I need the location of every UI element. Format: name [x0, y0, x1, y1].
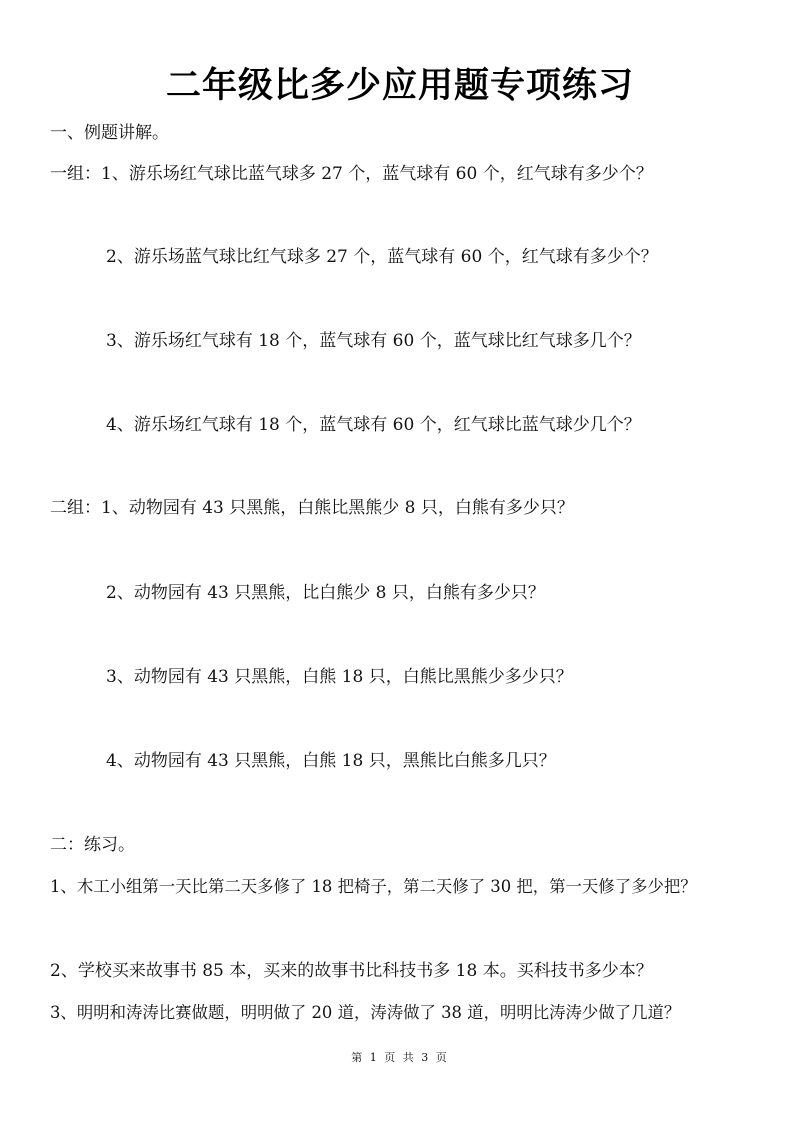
section-heading-practice: 二：练习。	[50, 835, 135, 855]
group1-question-1: 一组：1、游乐场红气球比蓝气球多 27 个，蓝气球有 60 个，红气球有多少个？	[50, 164, 653, 184]
practice-question-2: 2、学校买来故事书 85 本，买来的故事书比科技书多 18 本。买科技书多少本？	[50, 961, 653, 981]
group1-question-4: 4、游乐场红气球有 18 个，蓝气球有 60 个，红气球比蓝气球少几个？	[106, 415, 641, 435]
practice-question-3: 3、明明和涛涛比赛做题，明明做了 20 道，涛涛做了 38 道，明明比涛涛少做了几道？	[50, 1003, 681, 1022]
practice-question-1: 1、木工小组第一天比第二天多修了 18 把椅子，第二天修了 30 把，第一天修了多少把？	[50, 877, 697, 896]
group2-question-1: 二组：1、动物园有 43 只黑熊，白熊比黑熊少 8 只，白熊有多少只？	[50, 498, 574, 518]
group2-question-3: 3、动物园有 43 只黑熊，白熊 18 只，白熊比黑熊少多少只？	[106, 667, 573, 687]
group2-question-4: 4、动物园有 43 只黑熊，白熊 18 只，黑熊比白熊多几只？	[106, 751, 556, 771]
section-heading-examples: 一、例题讲解。	[50, 123, 169, 143]
group2-question-2: 2、动物园有 43 只黑熊，比白熊少 8 只，白熊有多少只？	[106, 583, 545, 603]
page-title: 二年级比多少应用题专项练习	[165, 66, 634, 106]
page-footer: 第 1 页 共 3 页	[351, 1051, 449, 1064]
group1-question-3: 3、游乐场红气球有 18 个，蓝气球有 60 个，蓝气球比红气球多几个？	[106, 331, 641, 351]
group1-question-2: 2、游乐场蓝气球比红气球多 27 个，蓝气球有 60 个，红气球有多少个？	[106, 247, 658, 267]
